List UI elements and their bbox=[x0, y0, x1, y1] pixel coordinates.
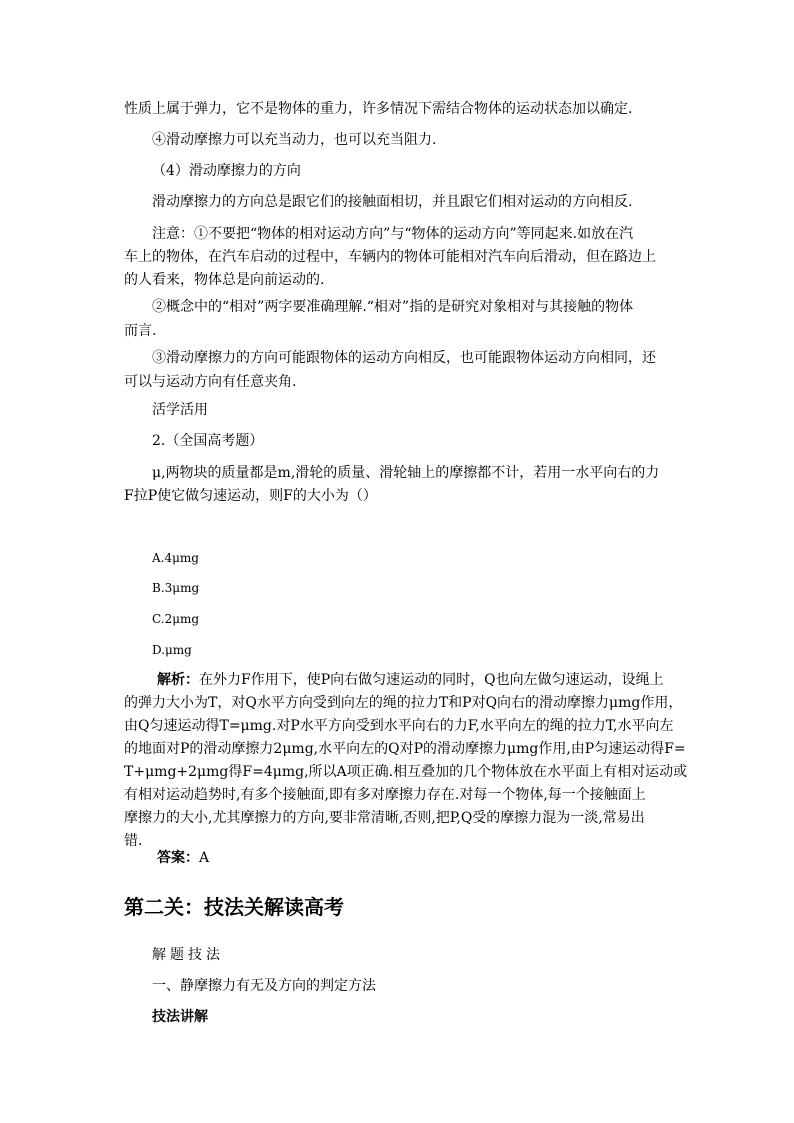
analysis-line: 的地面对P的滑动摩擦力2μmg,水平向左的Q对P的滑动摩擦力μmg作用,由P匀速运动得F= bbox=[124, 741, 686, 757]
paragraph-line: 而言. bbox=[124, 323, 157, 339]
analysis-label: 解析： bbox=[157, 672, 199, 688]
option-d: D.μmg bbox=[152, 643, 192, 657]
answer-label: 答案： bbox=[157, 850, 199, 866]
subheading: 解题技法 bbox=[152, 947, 224, 963]
paragraph-line: 活学活用 bbox=[152, 402, 208, 418]
subheading: 技法讲解 bbox=[152, 1009, 208, 1025]
answer-line bbox=[157, 850, 209, 866]
paragraph-line: 滑动摩擦力的方向总是跟它们的接触面相切，并且跟它们相对运动的方向相反. bbox=[152, 194, 633, 210]
section-heading: 第二关：技法关解读高考 bbox=[124, 895, 344, 919]
analysis-line: 有相对运动趋势时,有多个接触面,即有多对摩擦力存在.对每一个物体,每一个接触面上 bbox=[124, 787, 646, 803]
paragraph-line: 性质上属于弹力，它不是物体的重力，许多情况下需结合物体的运动状态加以确定. bbox=[124, 101, 633, 117]
paragraph-line: 车上的物体，在汽车启动的过程中，车辆内的物体可能相对汽车向后滑动，但在路边上 bbox=[124, 249, 656, 265]
answer-value: A bbox=[199, 850, 210, 866]
paragraph-line: F拉P使它做匀速运动，则F的大小为（） bbox=[124, 488, 377, 504]
paragraph-line: 注意：①不要把“物体的相对运动方向”与“物体的运动方向”等同起来.如放在汽 bbox=[152, 226, 634, 242]
analysis-line: 的弹力大小为T，对Q水平方向受到向左的绳的拉力T和P对Q向右的滑动摩擦力μmg作用， bbox=[124, 695, 683, 711]
paragraph-line: μ,两物块的质量都是m,滑轮的质量、滑轮轴上的摩擦都不计，若用一水平向右的力 bbox=[152, 465, 660, 481]
analysis-line: 由Q匀速运动得T=μmg.对P水平方向受到水平向右的力F,水平向左的绳的拉力T,水平向左 bbox=[124, 718, 674, 734]
subheading: 一、静摩擦力有无及方向的判定方法 bbox=[152, 978, 376, 994]
option-b: B.3μmg bbox=[152, 581, 200, 595]
analysis-line: T+μmg+2μmg得F=4μmg,所以A项正确.相互叠加的几个物体放在水平面上有相对运动或 bbox=[124, 764, 688, 780]
paragraph-line: （4）滑动摩擦力的方向 bbox=[152, 163, 301, 179]
analysis-line bbox=[157, 672, 664, 688]
analysis-line: 错. bbox=[124, 833, 143, 849]
paragraph-line: 的人看来，物体总是向前运动的. bbox=[124, 272, 325, 288]
option-c: C.2μmg bbox=[152, 612, 200, 626]
paragraph-line: ③滑动摩擦力的方向可能跟物体的运动方向相反，也可能跟物体运动方向相同，还 bbox=[152, 350, 656, 366]
analysis-line: 摩擦力的大小,尤其摩擦力的方向,要非常清晰,否则,把P,Q受的摩擦力混为一淡,常易出 bbox=[124, 810, 645, 826]
analysis-text: 在外力F作用下，使P向右做匀速运动的同时，Q也向左做匀速运动，设绳上 bbox=[199, 672, 664, 688]
paragraph-line: 2.（全国高考题） bbox=[152, 433, 264, 449]
paragraph-line: ②概念中的“相对”两字要准确理解.“相对”指的是研究对象相对与其接触的物体 bbox=[152, 299, 634, 315]
paragraph-line: ④滑动摩擦力可以充当动力，也可以充当阻力. bbox=[152, 132, 437, 148]
paragraph-line: 可以与运动方向有任意夹角. bbox=[124, 374, 297, 390]
option-a: A.4μmg bbox=[152, 551, 199, 565]
